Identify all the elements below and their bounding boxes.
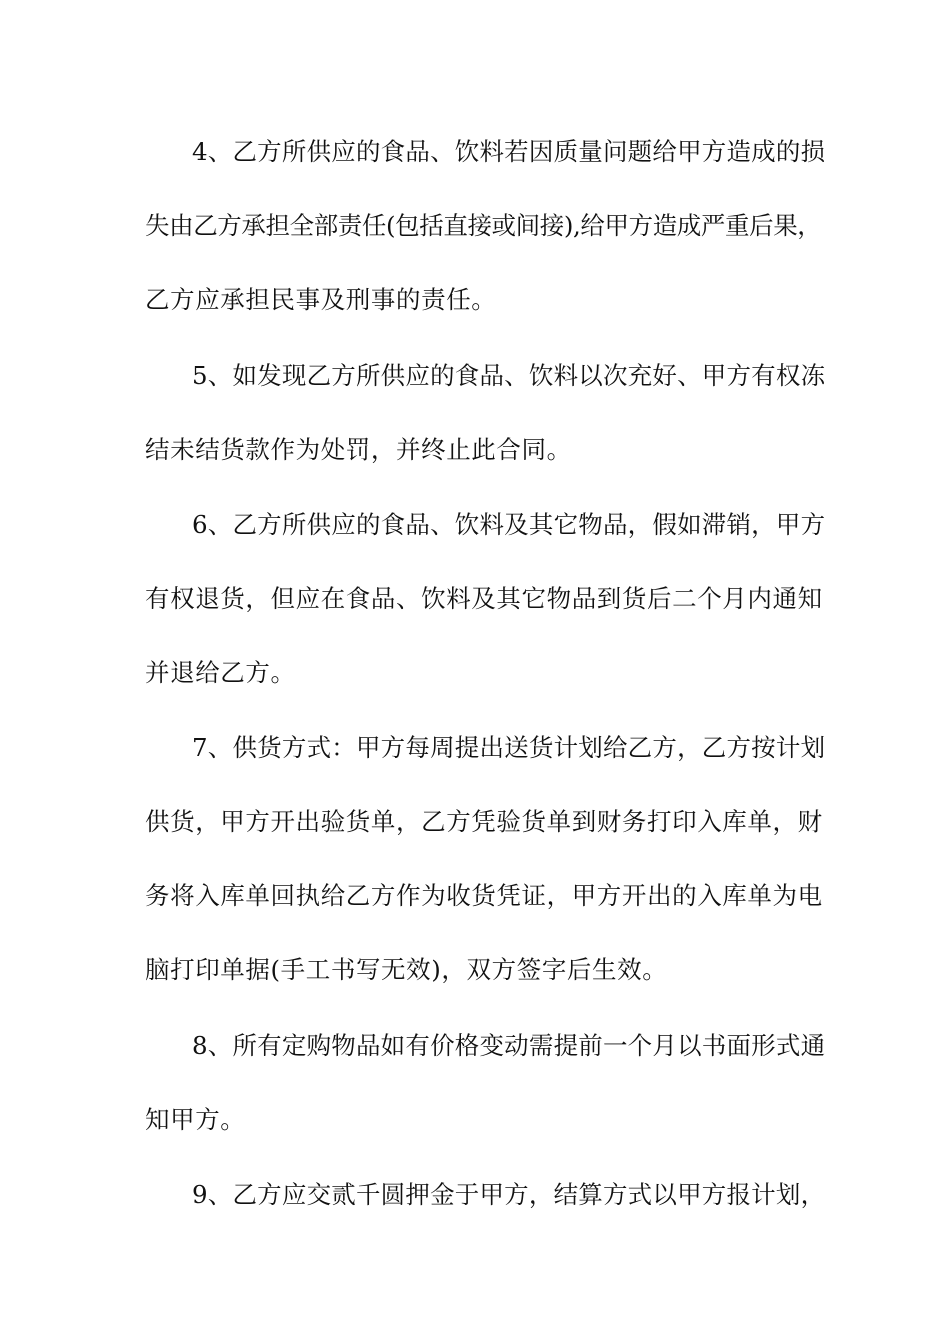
paragraph-9-line-1: 9、乙方应交贰千圆押金于甲方，结算方式以甲方报计划， (192, 1180, 826, 1209)
paragraph-4-line-3: 乙方应承担民事及刑事的责任。 (145, 285, 497, 314)
paragraph-6-line-2: 有权退货，但应在食品、饮料及其它物品到货后二个月内通知 (145, 584, 823, 613)
paragraph-7-line-3: 务将入库单回执给乙方作为收货凭证，甲方开出的入库单为电 (145, 881, 823, 910)
paragraph-7-line-4: 脑打印单据(手工书写无效)，双方签字后生效。 (145, 955, 668, 984)
paragraph-7-line-1: 7、供货方式：甲方每周提出送货计划给乙方，乙方按计划 (192, 733, 826, 762)
paragraph-4-line-1: 4、乙方所供应的食品、饮料若因质量问题给甲方造成的损 (192, 137, 826, 166)
paragraph-7-line-2: 供货，甲方开出验货单，乙方凭验货单到财务打印入库单，财 (145, 807, 823, 836)
paragraph-5-line-2: 结未结货款作为处罚，并终止此合同。 (145, 435, 572, 464)
paragraph-6-line-1: 6、乙方所供应的食品、饮料及其它物品，假如滞销，甲方 (192, 510, 826, 539)
paragraph-5-line-1: 5、如发现乙方所供应的食品、饮料以次充好、甲方有权冻 (192, 361, 826, 390)
paragraph-8-line-1: 8、所有定购物品如有价格变动需提前一个月以书面形式通 (192, 1031, 826, 1060)
paragraph-6-line-3: 并退给乙方。 (145, 658, 296, 687)
paragraph-8-line-2: 知甲方。 (145, 1105, 246, 1134)
paragraph-4-line-2: 失由乙方承担全部责任(包括直接或间接),给甲方造成严重后果， (145, 211, 822, 240)
